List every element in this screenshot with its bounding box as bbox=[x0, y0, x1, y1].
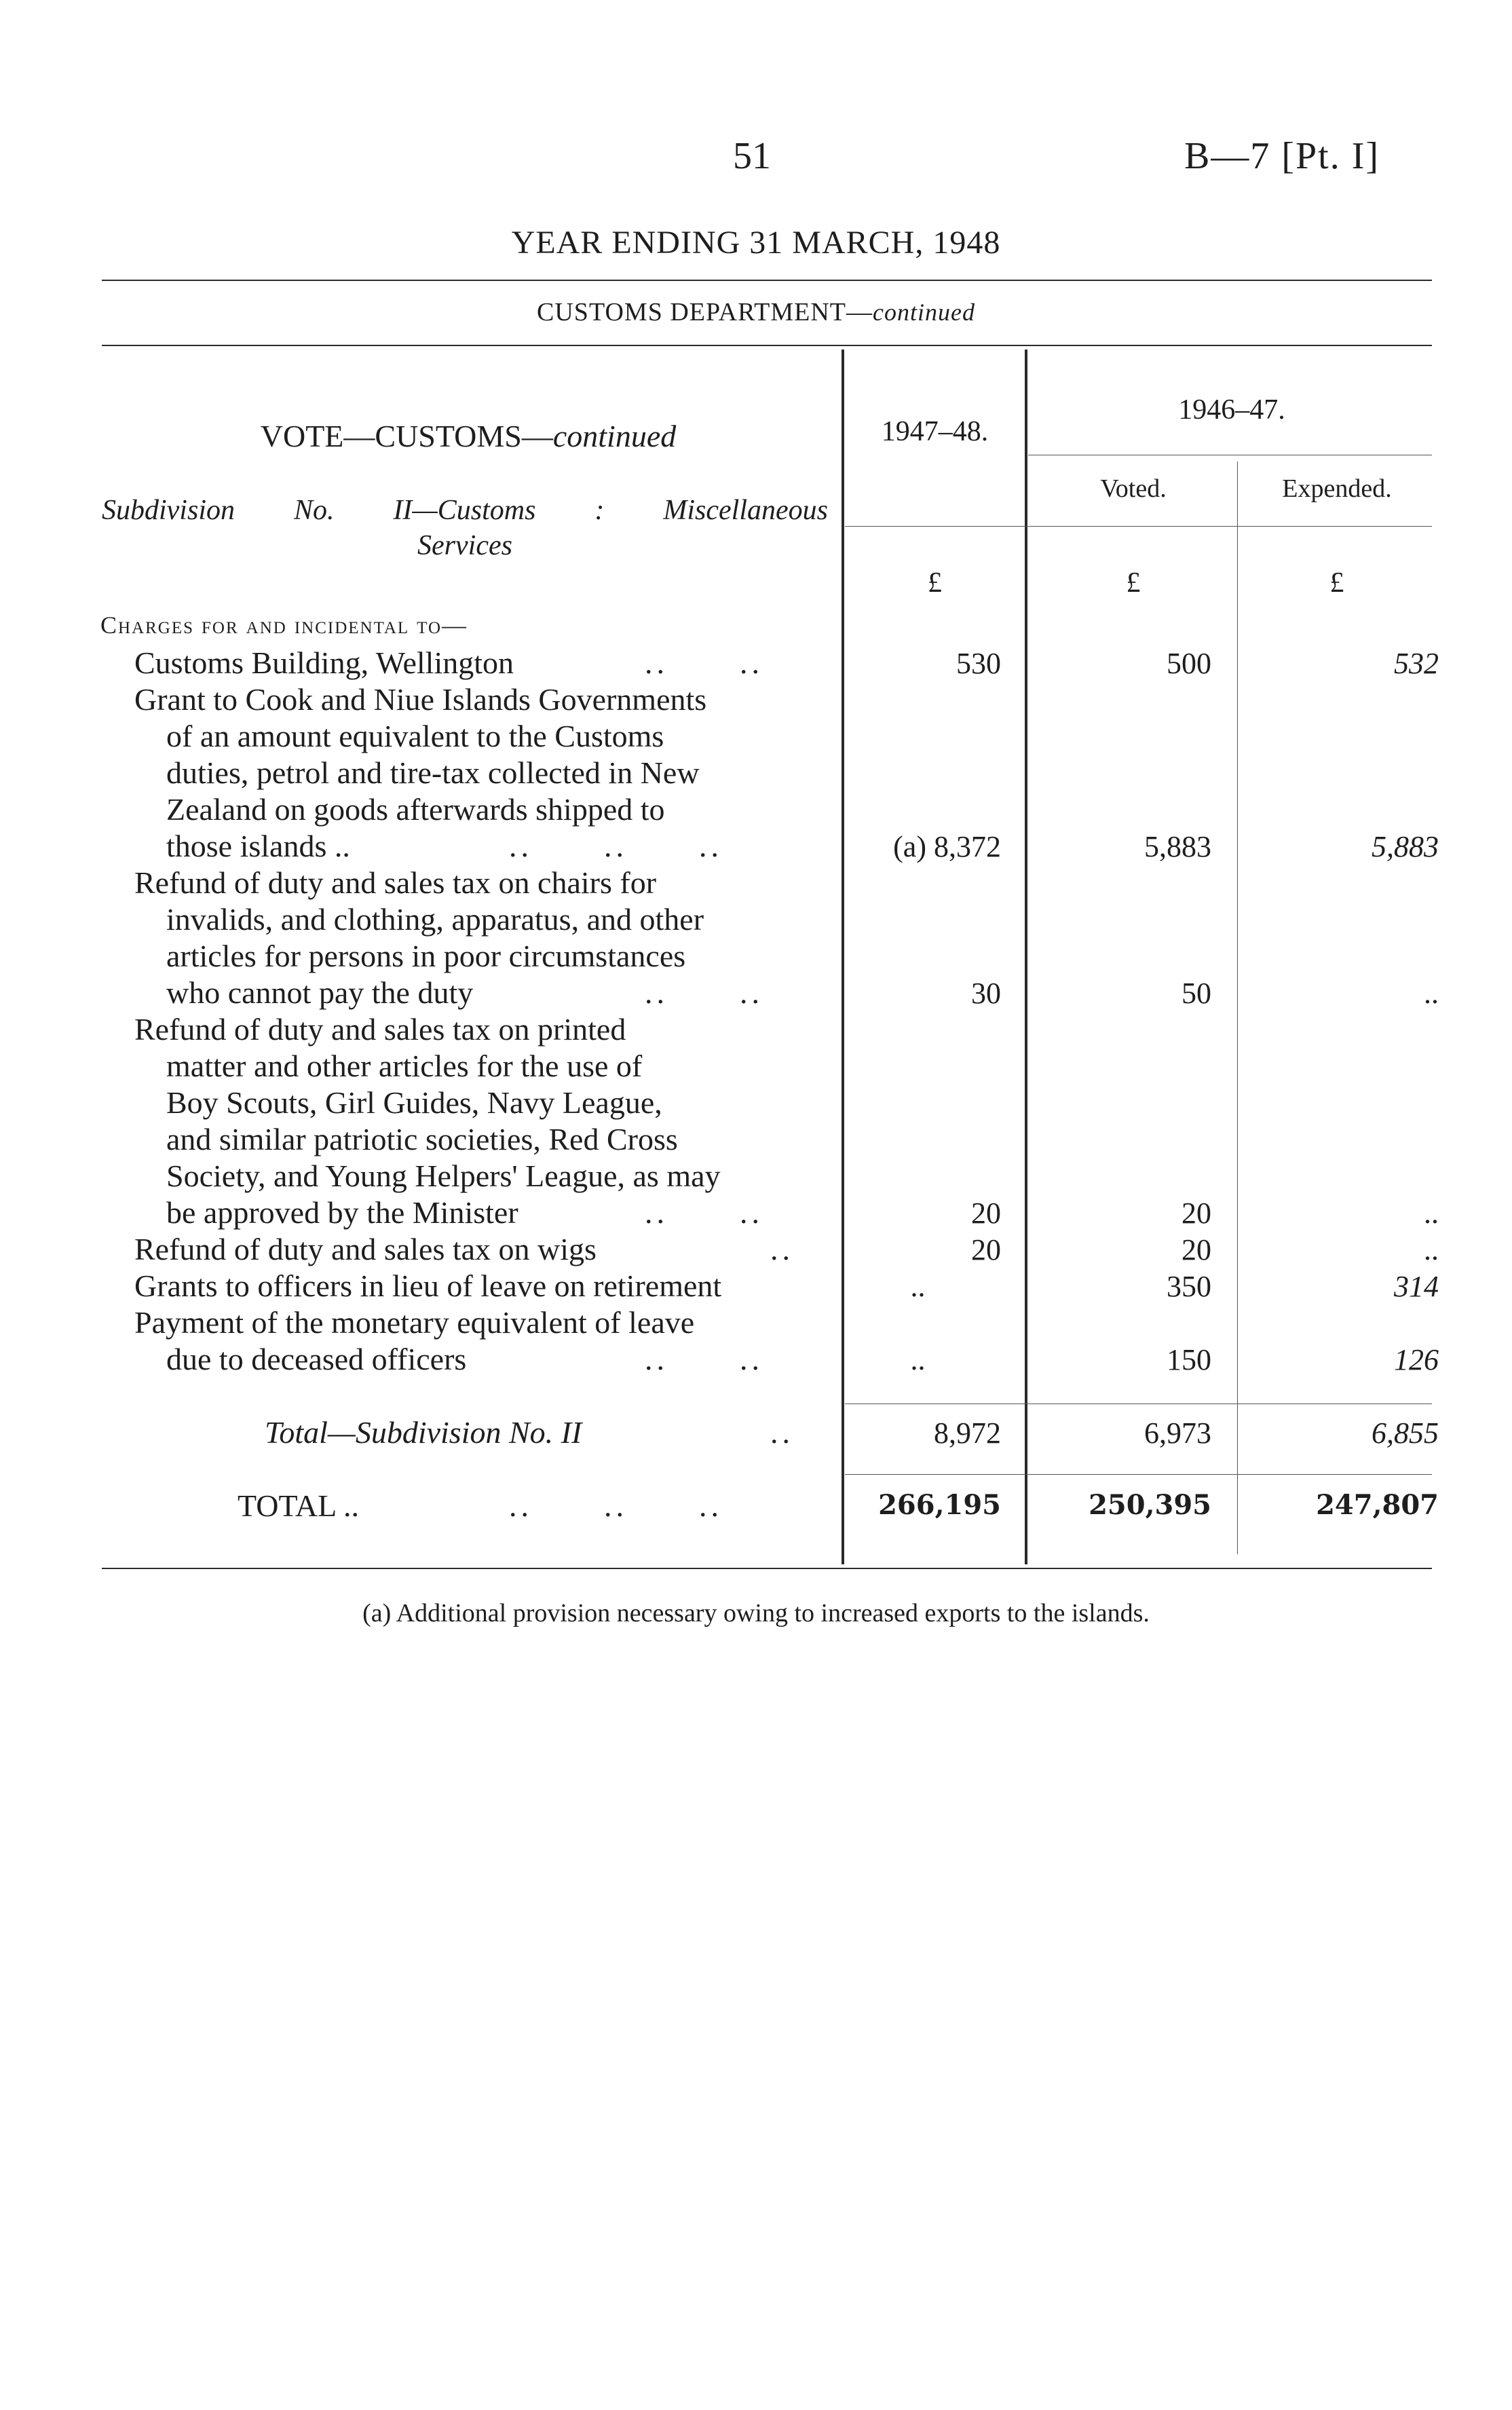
column-divider-2 bbox=[1025, 350, 1027, 1564]
row-label: Refund of duty and sales tax on printed bbox=[134, 1012, 626, 1047]
total-label: TOTAL .. bbox=[238, 1488, 360, 1523]
page-number: 51 bbox=[733, 135, 771, 177]
cell-expended: .. bbox=[1424, 1197, 1439, 1230]
row-label-cont: of an amount equivalent to the Customs bbox=[166, 719, 664, 753]
cell-expended: 5,883 bbox=[1372, 830, 1439, 863]
cell-voted: 150 bbox=[1167, 1343, 1211, 1376]
col-header-1946: 1946–47. bbox=[1178, 394, 1285, 426]
subtotal-expended: 6,855 bbox=[1372, 1416, 1439, 1450]
row-label: Refund of duty and sales tax on wigs bbox=[134, 1232, 597, 1266]
row-label-cont: Zealand on goods afterwards shipped to bbox=[166, 792, 665, 827]
cell-expended: .. bbox=[1424, 977, 1439, 1010]
row-label: Grant to Cook and Niue Islands Governments bbox=[134, 682, 707, 717]
year-heading: YEAR ENDING 31 MARCH, 1948 bbox=[511, 225, 1001, 261]
row-label-cont: due to deceased officers bbox=[166, 1342, 467, 1376]
rule-table-top bbox=[102, 345, 1432, 346]
cell-voted: 20 bbox=[1182, 1197, 1211, 1230]
vote-title bbox=[102, 418, 835, 454]
column-divider-3 bbox=[1237, 462, 1238, 1554]
total-1947: 266,195 bbox=[878, 1489, 1001, 1521]
col-header-voted: Voted. bbox=[1100, 474, 1167, 503]
vote-title-text: VOTE—CUSTOMS— bbox=[260, 419, 553, 453]
row-label: Customs Building, Wellington bbox=[134, 645, 514, 680]
cell-1947: 20 bbox=[971, 1197, 1001, 1230]
rule-under-headers bbox=[845, 526, 1432, 527]
cell-expended: .. bbox=[1424, 1233, 1439, 1266]
cell-1947: 20 bbox=[971, 1233, 1001, 1266]
cell-expended: 126 bbox=[1394, 1343, 1439, 1376]
subtotal-voted: 6,973 bbox=[1144, 1416, 1211, 1450]
row-label-cont: matter and other articles for the use of bbox=[166, 1049, 643, 1083]
cell-voted: 500 bbox=[1167, 647, 1211, 680]
subtotal-label: Total—Subdivision No. II bbox=[265, 1415, 582, 1450]
row-label-cont: and similar patriotic societies, Red Cross bbox=[166, 1122, 678, 1156]
cell-expended: 314 bbox=[1394, 1270, 1439, 1303]
vote-title-continued: continued bbox=[552, 419, 677, 453]
subdivision-title-cont: Services bbox=[417, 530, 512, 561]
col-header-expended: Expended. bbox=[1282, 474, 1392, 503]
currency-1947: £ bbox=[928, 567, 942, 599]
row-label-cont: Boy Scouts, Girl Guides, Navy League, bbox=[166, 1085, 662, 1120]
cell-1947: 530 bbox=[956, 647, 1001, 680]
rule-above-total bbox=[845, 1474, 1432, 1475]
cell-expended: 532 bbox=[1394, 647, 1439, 680]
row-label: Grants to officers in lieu of leave on retirement bbox=[134, 1268, 722, 1303]
row-label-cont: Society, and Young Helpers' League, as may bbox=[166, 1159, 721, 1193]
total-expended: 247,807 bbox=[1316, 1489, 1439, 1521]
column-divider-1 bbox=[842, 350, 844, 1564]
charges-heading: Charges for and incidental to— bbox=[100, 611, 468, 639]
section-reference: B—7 [Pt. I] bbox=[1184, 135, 1380, 177]
row-label: Payment of the monetary equivalent of leave bbox=[134, 1305, 695, 1340]
row-label-cont: invalids, and clothing, apparatus, and other bbox=[166, 902, 704, 937]
subtotal-1947: 8,972 bbox=[934, 1416, 1001, 1450]
row-label-cont: be approved by the Minister bbox=[166, 1195, 518, 1230]
rule-top bbox=[102, 280, 1432, 281]
cell-voted: 350 bbox=[1167, 1270, 1211, 1303]
currency-voted: £ bbox=[1126, 567, 1141, 599]
footnote: (a) Additional provision necessary owing to increased exports to the islands. bbox=[362, 1599, 1150, 1627]
subdivision-title: Subdivision No. II—Customs : Miscellaneous bbox=[102, 495, 828, 526]
cell-voted: 20 bbox=[1182, 1233, 1211, 1266]
cell-1947: .. bbox=[910, 1343, 926, 1376]
cell-voted: 5,883 bbox=[1144, 830, 1211, 863]
row-label-cont: who cannot pay the duty bbox=[166, 975, 474, 1010]
col-header-1947: 1947–48. bbox=[881, 416, 989, 447]
cell-voted: 50 bbox=[1182, 977, 1211, 1010]
cell-1947: (a) 8,372 bbox=[893, 830, 1001, 863]
department-name: CUSTOMS DEPARTMENT— bbox=[537, 298, 873, 326]
department-continued: continued bbox=[873, 299, 975, 326]
row-label-cont: duties, petrol and tire-tax collected in New bbox=[166, 755, 700, 790]
row-label: Refund of duty and sales tax on chairs for bbox=[134, 865, 657, 900]
cell-1947: .. bbox=[910, 1270, 926, 1303]
total-voted: 250,395 bbox=[1089, 1489, 1211, 1521]
cell-1947: 30 bbox=[971, 977, 1001, 1010]
currency-expended: £ bbox=[1329, 567, 1344, 599]
row-label-cont: those islands .. bbox=[166, 829, 350, 863]
row-label-cont: articles for persons in poor circumstances bbox=[166, 939, 686, 973]
department-heading bbox=[0, 297, 1512, 327]
rule-table-bottom bbox=[102, 1568, 1432, 1569]
